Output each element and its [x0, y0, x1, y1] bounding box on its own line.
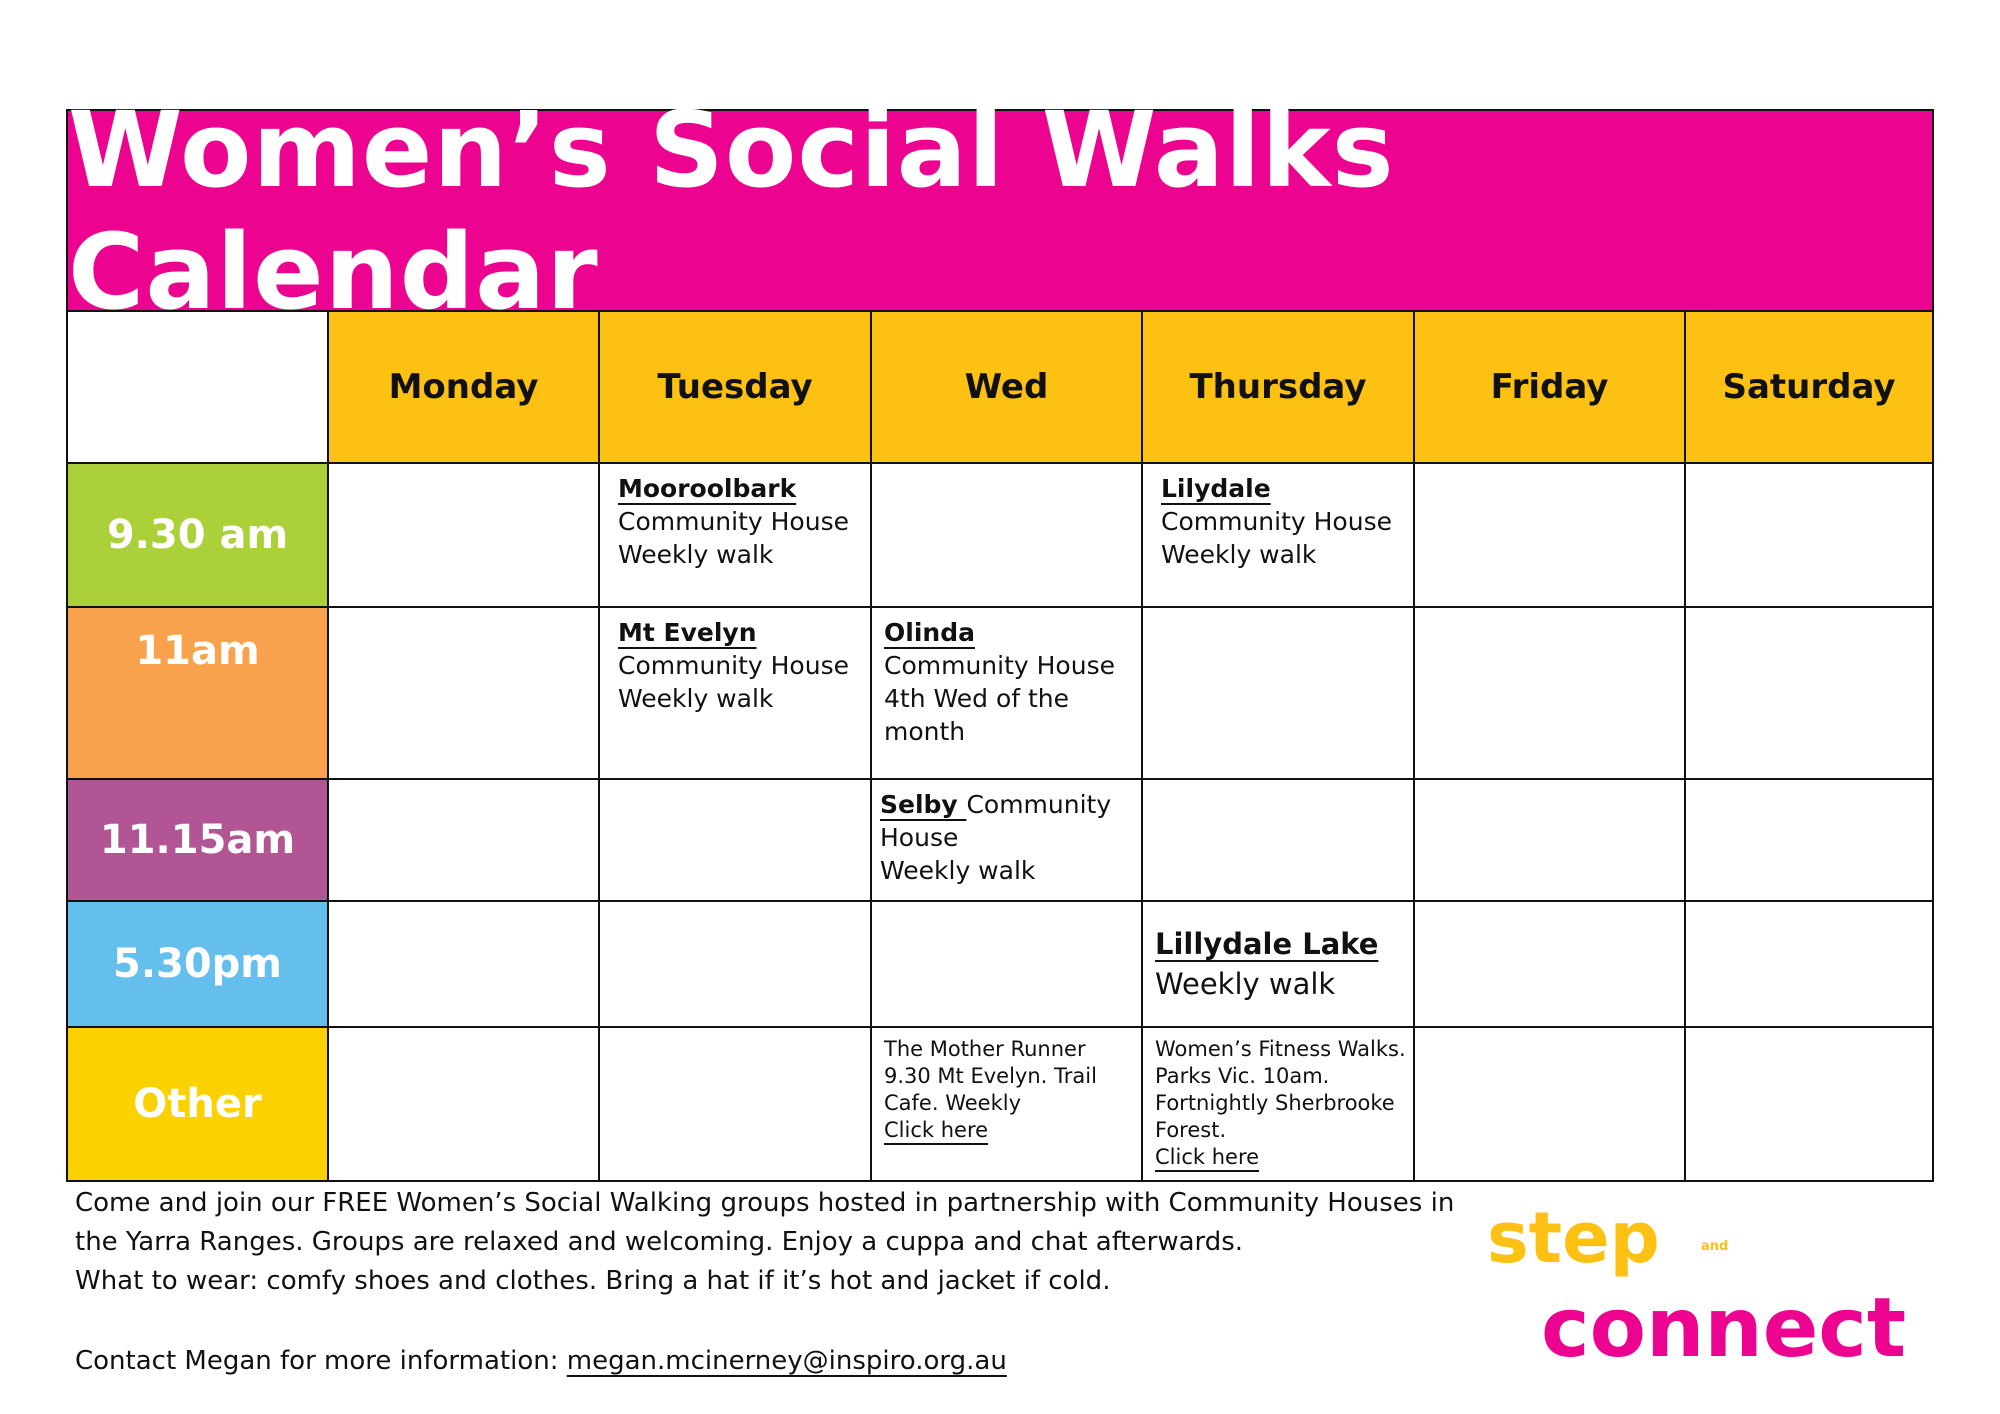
walk-frequency: Weekly walk — [880, 856, 1036, 885]
day-header-friday: Friday — [1414, 312, 1685, 463]
contact-line — [75, 1342, 1475, 1381]
walk-frequency: 4th Wed of the month — [884, 684, 1070, 746]
schedule-cell — [328, 607, 599, 779]
schedule-cell — [1142, 901, 1414, 1027]
schedule-cell — [871, 463, 1142, 607]
walk-description: Women’s Fitness Walks. Parks Vic. 10am. Fortnightly Sherbrooke Forest. — [1155, 1037, 1406, 1142]
walk-entry — [1143, 902, 1413, 1026]
schedule-cell — [1142, 607, 1414, 779]
page-title: Women’s Social Walks Calendar — [68, 88, 1395, 333]
walk-venue: Community House — [618, 651, 849, 680]
logo-and-text: and — [1701, 1239, 1729, 1254]
time-row — [68, 463, 1932, 607]
day-header-tuesday: Tuesday — [599, 312, 871, 463]
walk-entry — [600, 464, 870, 579]
walk-venue: Community House — [884, 651, 1115, 680]
walk-location: Mt Evelyn — [618, 618, 757, 647]
schedule-cell — [1414, 607, 1685, 779]
walk-description: The Mother Runner 9.30 Mt Evelyn. Trail Cafe. Weekly — [884, 1037, 1097, 1115]
time-label: 9.30 am — [68, 463, 328, 607]
schedule-cell — [599, 779, 871, 901]
schedule-cell — [871, 607, 1142, 779]
logo-step-text: step — [1487, 1197, 1660, 1279]
click-here-link[interactable]: Click here — [884, 1118, 989, 1142]
day-header-wednesday: Wed — [871, 312, 1142, 463]
schedule-cell — [1685, 1027, 1932, 1180]
schedule-cell — [1142, 779, 1414, 901]
time-row — [68, 779, 1932, 901]
schedule-cell — [599, 607, 871, 779]
walk-entry — [1143, 1028, 1413, 1179]
walk-location: Lillydale Lake — [1155, 927, 1379, 961]
schedule-cell — [1685, 463, 1932, 607]
schedule-cell — [1414, 901, 1685, 1027]
schedule-table — [68, 312, 1932, 1180]
time-row — [68, 901, 1932, 1027]
time-label: 11.15am — [68, 779, 328, 901]
day-header-monday: Monday — [328, 312, 599, 463]
walk-entry — [872, 780, 1141, 895]
walk-entry — [1143, 464, 1413, 579]
time-label: 11am — [68, 607, 328, 779]
step-and-connect-logo — [1487, 1196, 1947, 1366]
title-banner — [68, 88, 1932, 333]
schedule-cell — [1414, 1027, 1685, 1180]
logo-connect-text: connect — [1541, 1281, 1907, 1366]
schedule-cell — [328, 463, 599, 607]
dress-text: What to wear: comfy shoes and clothes. Bring a hat if it’s hot and jacket if cold. — [75, 1266, 1111, 1296]
schedule-cell — [871, 1027, 1142, 1180]
walk-entry — [872, 608, 1141, 756]
time-row — [68, 1027, 1932, 1180]
walk-frequency: Weekly walk — [1161, 540, 1317, 569]
walk-frequency: Weekly walk — [1155, 967, 1336, 1001]
schedule-cell — [328, 901, 599, 1027]
day-header-saturday: Saturday — [1685, 312, 1932, 463]
email-link[interactable]: megan.mcinerney@inspiro.org.au — [566, 1346, 1007, 1376]
schedule-cell — [1685, 779, 1932, 901]
schedule-cell — [1414, 779, 1685, 901]
walk-venue: Community House — [1161, 507, 1392, 536]
corner-cell — [68, 312, 328, 463]
footer-info — [75, 1184, 1475, 1381]
walk-location: Selby — [880, 790, 967, 819]
schedule-cell — [1142, 463, 1414, 607]
time-label: Other — [68, 1027, 328, 1180]
day-header-thursday: Thursday — [1142, 312, 1414, 463]
schedule-cell — [871, 901, 1142, 1027]
walk-location: Mooroolbark — [618, 474, 797, 503]
schedule-cell — [871, 779, 1142, 901]
contact-label: Contact Megan for more information: — [75, 1346, 567, 1376]
schedule-cell — [599, 901, 871, 1027]
walk-frequency: Weekly walk — [618, 684, 774, 713]
time-label: 5.30pm — [68, 901, 328, 1027]
day-header-row — [68, 312, 1932, 463]
schedule-cell — [1142, 1027, 1414, 1180]
schedule-cell — [328, 1027, 599, 1180]
schedule-cell — [1414, 463, 1685, 607]
walk-entry — [600, 608, 870, 723]
schedule-cell — [599, 1027, 871, 1180]
calendar-frame — [66, 88, 1934, 1182]
walk-venue: Community House — [618, 507, 849, 536]
time-row — [68, 607, 1932, 779]
schedule-cell — [328, 779, 599, 901]
walk-frequency: Weekly walk — [618, 540, 774, 569]
click-here-link[interactable]: Click here — [1155, 1145, 1260, 1169]
intro-text: Come and join our FREE Women’s Social Walking groups hosted in partnership with Community Houses in the Yarra Ranges. Groups are relaxed and welcoming. Enjoy a cuppa and chat afterwards. — [75, 1188, 1455, 1257]
walk-location: Lilydale — [1161, 474, 1271, 503]
walk-venue: Community House — [880, 790, 1112, 852]
schedule-cell — [1685, 607, 1932, 779]
schedule-cell — [1685, 901, 1932, 1027]
walk-location: Olinda — [884, 618, 975, 647]
walk-entry — [872, 1028, 1141, 1152]
schedule-cell — [599, 463, 871, 607]
